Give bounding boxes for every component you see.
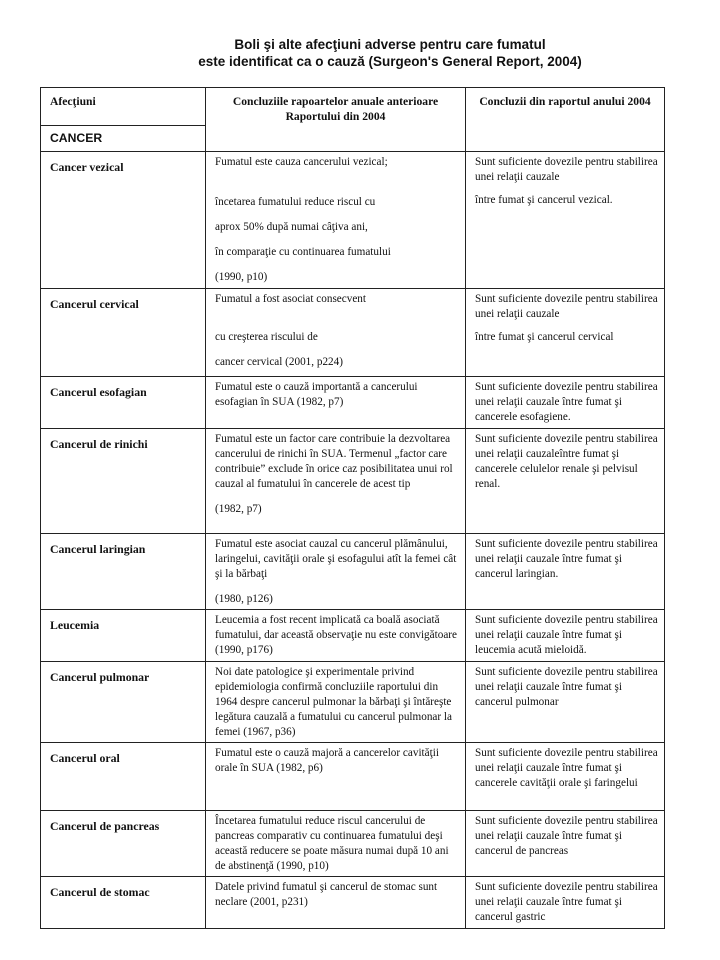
prior-conclusion: Fumatul este asociat cauzal cu cancerul plămânului, laringelui, cavităţii orale şi esofagului atît la femei cât şi la bărbaţi (1980, p126) — [206, 534, 466, 610]
condition-name: Cancerul de pancreas — [41, 811, 206, 877]
condition-name: Cancerul de rinichi — [41, 429, 206, 534]
page-title — [40, 36, 720, 70]
header-2004-conclusions: Concluzii din raportul anului 2004 — [466, 88, 665, 152]
table-row — [41, 152, 665, 289]
condition-name: Cancerul esofagian — [41, 377, 206, 429]
current-conclusion: Sunt suficiente dovezile pentru stabilirea unei relaţii cauzale între fumat şi cancerele cavităţii orale şi faringelui — [466, 743, 665, 811]
condition-name: Cancerul cervical — [41, 289, 206, 377]
table-row — [41, 289, 665, 377]
prior-conclusion: Fumatul este cauza cancerului vezical; încetarea fumatului reduce riscul cu aprox 50% după numai câţiva ani, în comparaţie cu continuarea fumatului (1990, p10) — [206, 152, 466, 289]
condition-name: Cancerul oral — [41, 743, 206, 811]
current-conclusion: Sunt suficiente dovezile pentru stabilirea unei relaţii cauzale între fumat şi cancerele esofagiene. — [466, 377, 665, 429]
current-conclusion: Sunt suficiente dovezile pentru stabilirea unei relaţii cauzale între fumat şi cancerul laringian. — [466, 534, 665, 610]
current-conclusion: Sunt suficiente dovezile pentru stabilirea unei relaţii cauzale între fumat şi cancerul gastric — [466, 877, 665, 929]
prior-conclusion: Fumatul este o cauză importantă a cancerului esofagian în SUA (1982, p7) — [206, 377, 466, 429]
table-row — [41, 877, 665, 929]
prior-conclusion: Fumatul a fost asociat consecvent cu creşterea riscului de cancer cervical (2001, p224) — [206, 289, 466, 377]
table-row — [41, 743, 665, 811]
header-conditions: Afecţiuni — [41, 88, 206, 126]
title-line-1: Boli şi alte afecţiuni adverse pentru care fumatul — [234, 37, 546, 52]
condition-name: Cancerul laringian — [41, 534, 206, 610]
prior-conclusion: Leucemia a fost recent implicată ca boală asociată fumatului, dar această observaţie nu este convigătoare (1990, p176) — [206, 610, 466, 662]
header-prior-conclusions: Concluziile rapoartelor anuale anterioare Raportului din 2004 — [206, 88, 466, 152]
current-conclusion: Sunt suficiente dovezile pentru stabilirea unei relaţii cauzale între fumat şi leucemia acută mieloidă. — [466, 610, 665, 662]
table-row — [41, 429, 665, 534]
table-row — [41, 377, 665, 429]
prior-conclusion: Fumatul este un factor care contribuie la dezvoltarea cancerului de rinichi în SUA. Termenul „factor care contribuie” exclude în orice caz posibilitatea unui rol cauzal al fumatului în cancerele de acest tip (1982, p7) — [206, 429, 466, 534]
current-conclusion: Sunt suficiente dovezile pentru stabilirea unei relaţii cauzaleîntre fumat şi cancerele celulelor renale şi pelvisul renal. — [466, 429, 665, 534]
condition-name: Leucemia — [41, 610, 206, 662]
condition-name: Cancerul pulmonar — [41, 662, 206, 743]
current-conclusion: Sunt suficiente dovezile pentru stabilirea unei relaţii cauzale între fumat şi cancerul de pancreas — [466, 811, 665, 877]
current-conclusion: Sunt suficiente dovezile pentru stabilirea unei relaţii cauzale între fumat şi cancerul pulmonar — [466, 662, 665, 743]
table-row — [41, 610, 665, 662]
section-cancer: CANCER — [41, 126, 206, 152]
prior-conclusion: Încetarea fumatului reduce riscul cancerului de pancreas comparativ cu continuarea fumatului deşi această reducere se poate măsura numai după 10 ani de abstinenţă (1990, p10) — [206, 811, 466, 877]
table-row — [41, 811, 665, 877]
prior-conclusion: Noi date patologice şi experimentale privind epidemiologia confirmă concluziile raportului din 1964 despre cancerul pulmonar la bărbaţi şi întăreşte legătura cauzală a fumatului cu cancerul pulmonar la femei (1967, p36) — [206, 662, 466, 743]
diseases-table — [40, 87, 665, 929]
current-conclusion: Sunt suficiente dovezile pentru stabilirea unei relaţii cauzale între fumat şi cancerul cervical — [466, 289, 665, 377]
condition-name: Cancerul de stomac — [41, 877, 206, 929]
current-conclusion: Sunt suficiente dovezile pentru stabilirea unei relaţii cauzale între fumat şi cancerul vezical. — [466, 152, 665, 289]
prior-conclusion: Fumatul este o cauză majoră a cancerelor cavităţii orale în SUA (1982, p6) — [206, 743, 466, 811]
table-row — [41, 534, 665, 610]
prior-conclusion: Datele privind fumatul şi cancerul de stomac sunt neclare (2001, p231) — [206, 877, 466, 929]
title-line-2: este identificat ca o cauză (Surgeon's General Report, 2004) — [198, 54, 582, 69]
table-header-row — [41, 88, 665, 126]
table-row — [41, 662, 665, 743]
condition-name: Cancer vezical — [41, 152, 206, 289]
